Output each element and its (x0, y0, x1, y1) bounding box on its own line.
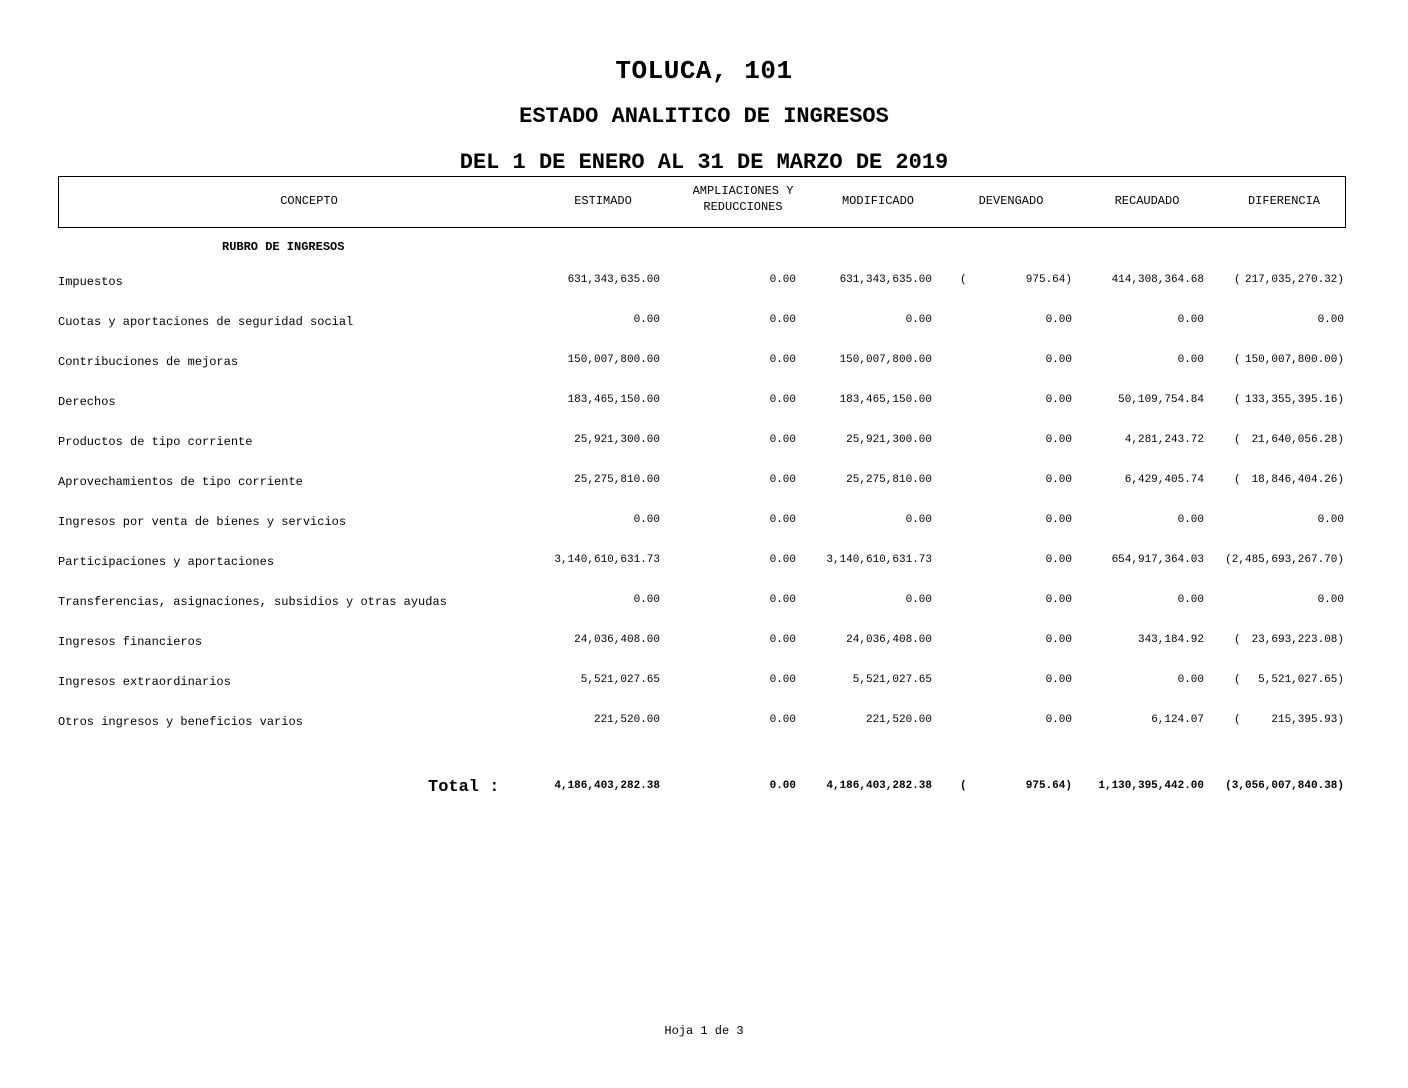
row-estimado: 25,921,300.00 (574, 434, 660, 446)
total-diferencia: (3,056,007,840.38) (1225, 780, 1344, 792)
table-row (0, 354, 1408, 374)
row-estimado: 183,465,150.00 (567, 394, 660, 406)
row-diferencia: 21,640,056.28) (1251, 434, 1344, 446)
total-devengado-open: ( (960, 780, 967, 792)
col-ampliaciones (673, 183, 813, 215)
row-devengado: 0.00 (1045, 674, 1072, 686)
col-devengado: DEVENGADO (978, 194, 1044, 208)
row-diferencia: 18,846,404.26) (1251, 474, 1344, 486)
row-diferencia: 133,355,395.16) (1244, 394, 1344, 406)
row-estimado: 24,036,408.00 (574, 634, 660, 646)
report-title: ESTADO ANALITICO DE INGRESOS (519, 104, 889, 129)
row-diferencia: 0.00 (1317, 314, 1344, 326)
row-diferencia: 150,007,800.00) (1244, 354, 1344, 366)
row-diferencia-open: ( (1234, 474, 1241, 486)
row-diferencia: 217,035,270.32) (1244, 274, 1344, 286)
row-recaudado: 6,429,405.74 (1124, 474, 1204, 486)
row-concepto: Productos de tipo corriente (58, 435, 253, 449)
table-row (0, 714, 1408, 734)
row-ampliaciones: 0.00 (769, 634, 796, 646)
row-estimado: 0.00 (633, 314, 660, 326)
row-devengado: 0.00 (1045, 714, 1072, 726)
row-diferencia: (2,485,693,267.70) (1225, 554, 1344, 566)
row-modificado: 183,465,150.00 (839, 394, 932, 406)
row-modificado: 3,140,610,631.73 (826, 554, 932, 566)
row-diferencia-open: ( (1234, 434, 1241, 446)
table-row (0, 274, 1408, 294)
row-ampliaciones: 0.00 (769, 514, 796, 526)
row-diferencia: 5,521,027.65) (1258, 674, 1344, 686)
row-concepto: Cuotas y aportaciones de seguridad social (58, 315, 354, 329)
table-row (0, 314, 1408, 334)
row-recaudado: 6,124.07 (1151, 714, 1204, 726)
row-recaudado: 414,308,364.68 (1111, 274, 1204, 286)
row-ampliaciones: 0.00 (769, 274, 796, 286)
row-ampliaciones: 0.00 (769, 714, 796, 726)
row-concepto: Aprovechamientos de tipo corriente (58, 475, 303, 489)
col-diferencia: DIFERENCIA (1247, 194, 1320, 208)
row-recaudado: 343,184.92 (1137, 634, 1204, 646)
row-ampliaciones: 0.00 (769, 314, 796, 326)
col-ampliaciones-line1: AMPLIACIONES Y (692, 184, 794, 198)
row-devengado: 0.00 (1045, 394, 1072, 406)
row-recaudado: 50,109,754.84 (1118, 394, 1204, 406)
column-header-box (58, 176, 1346, 228)
row-recaudado: 0.00 (1177, 314, 1204, 326)
row-recaudado: 4,281,243.72 (1124, 434, 1204, 446)
table-row (0, 554, 1408, 574)
row-modificado: 0.00 (905, 594, 932, 606)
table-row (0, 594, 1408, 614)
row-diferencia-open: ( (1234, 674, 1241, 686)
row-estimado: 221,520.00 (593, 714, 660, 726)
row-devengado: 0.00 (1045, 634, 1072, 646)
row-diferencia-open: ( (1234, 274, 1241, 286)
row-modificado: 5,521,027.65 (852, 674, 932, 686)
table-row (0, 474, 1408, 494)
row-devengado: 0.00 (1045, 314, 1072, 326)
row-ampliaciones: 0.00 (769, 354, 796, 366)
row-ampliaciones: 0.00 (769, 434, 796, 446)
report-period: DEL 1 DE ENERO AL 31 DE MARZO DE 2019 (459, 150, 949, 175)
row-modificado: 24,036,408.00 (846, 634, 932, 646)
row-modificado: 0.00 (905, 314, 932, 326)
row-devengado: 0.00 (1045, 594, 1072, 606)
row-estimado: 3,140,610,631.73 (554, 554, 660, 566)
row-estimado: 5,521,027.65 (580, 674, 660, 686)
row-diferencia: 23,693,223.08) (1251, 634, 1344, 646)
row-diferencia-open: ( (1234, 394, 1241, 406)
col-recaudado: RECAUDADO (1114, 194, 1180, 208)
row-concepto: Contribuciones de mejoras (58, 355, 239, 369)
row-concepto: Derechos (58, 395, 116, 409)
row-modificado: 221,520.00 (865, 714, 932, 726)
row-estimado: 150,007,800.00 (567, 354, 660, 366)
row-recaudado: 0.00 (1177, 594, 1204, 606)
row-modificado: 0.00 (905, 514, 932, 526)
col-concepto: CONCEPTO (280, 194, 338, 208)
table-row (0, 674, 1408, 694)
col-ampliaciones-line2: REDUCCIONES (703, 200, 783, 214)
row-concepto: Impuestos (58, 275, 123, 289)
table-row (0, 514, 1408, 534)
row-modificado: 150,007,800.00 (839, 354, 932, 366)
total-recaudado: 1,130,395,442.00 (1098, 780, 1204, 792)
row-devengado: 0.00 (1045, 554, 1072, 566)
row-devengado: 975.64) (1025, 274, 1072, 286)
row-devengado: 0.00 (1045, 474, 1072, 486)
table-row (0, 394, 1408, 414)
total-ampliaciones: 0.00 (769, 780, 796, 792)
total-label: Total : (428, 778, 500, 797)
row-estimado: 0.00 (633, 594, 660, 606)
row-ampliaciones: 0.00 (769, 554, 796, 566)
page-footer: Hoja 1 de 3 (664, 1024, 744, 1038)
row-modificado: 25,275,810.00 (846, 474, 932, 486)
row-modificado: 25,921,300.00 (846, 434, 932, 446)
section-label: RUBRO DE INGRESOS (222, 240, 345, 254)
table-row (0, 434, 1408, 454)
row-diferencia-open: ( (1234, 634, 1241, 646)
row-ampliaciones: 0.00 (769, 674, 796, 686)
total-modificado: 4,186,403,282.38 (826, 780, 932, 792)
row-diferencia-open: ( (1234, 714, 1241, 726)
row-devengado: 0.00 (1045, 354, 1072, 366)
col-estimado: ESTIMADO (574, 194, 632, 208)
row-ampliaciones: 0.00 (769, 474, 796, 486)
row-ampliaciones: 0.00 (769, 594, 796, 606)
entity-title: TOLUCA, 101 (615, 56, 793, 86)
row-concepto: Transferencias, asignaciones, subsidios y otras ayudas (58, 595, 447, 609)
row-concepto: Ingresos por venta de bienes y servicios (58, 515, 347, 529)
row-concepto: Participaciones y aportaciones (58, 555, 275, 569)
row-recaudado: 0.00 (1177, 514, 1204, 526)
row-recaudado: 0.00 (1177, 674, 1204, 686)
row-diferencia: 0.00 (1317, 594, 1344, 606)
row-recaudado: 654,917,364.03 (1111, 554, 1204, 566)
row-recaudado: 0.00 (1177, 354, 1204, 366)
row-diferencia-open: ( (1234, 354, 1241, 366)
row-concepto: Ingresos extraordinarios (58, 675, 231, 689)
row-devengado: 0.00 (1045, 434, 1072, 446)
row-concepto: Ingresos financieros (58, 635, 203, 649)
row-devengado: 0.00 (1045, 514, 1072, 526)
row-diferencia: 0.00 (1317, 514, 1344, 526)
row-estimado: 25,275,810.00 (574, 474, 660, 486)
row-devengado-open: ( (960, 274, 967, 286)
row-estimado: 0.00 (633, 514, 660, 526)
col-modificado: MODIFICADO (841, 194, 914, 208)
row-diferencia: 215,395.93) (1271, 714, 1344, 726)
row-ampliaciones: 0.00 (769, 394, 796, 406)
table-row (0, 634, 1408, 654)
row-concepto: Otros ingresos y beneficios varios (58, 715, 303, 729)
total-estimado: 4,186,403,282.38 (554, 780, 660, 792)
row-modificado: 631,343,635.00 (839, 274, 932, 286)
total-devengado: 975.64) (1025, 780, 1072, 792)
row-estimado: 631,343,635.00 (567, 274, 660, 286)
